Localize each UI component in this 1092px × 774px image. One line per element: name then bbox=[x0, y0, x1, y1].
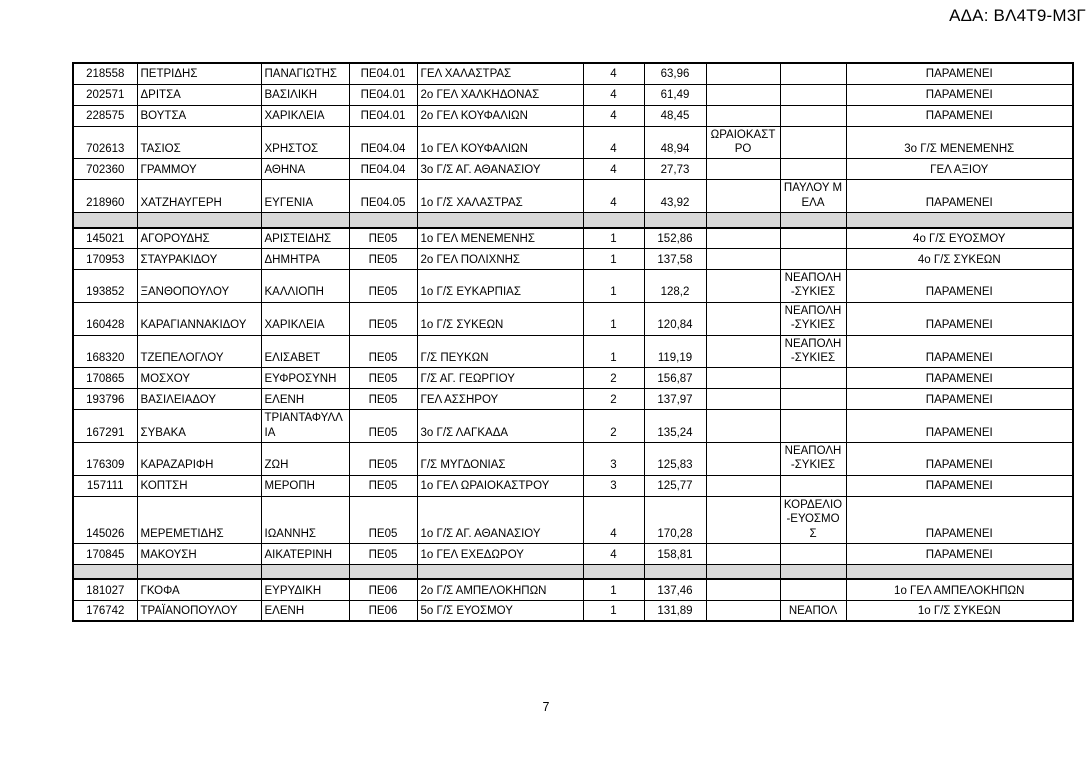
separator-cell bbox=[846, 213, 1073, 228]
surname-cell: ΠΕΤΡΙΔΗΣ bbox=[137, 63, 261, 84]
firstname-cell: ΚΑΛΛΙΟΠΗ bbox=[261, 270, 349, 303]
registry-number-cell: 160428 bbox=[73, 302, 137, 335]
phase-number-cell: 1 bbox=[583, 579, 644, 600]
placement-cell: ΠΑΡΑΜΕΝΕΙ bbox=[846, 496, 1073, 543]
school-cell: 3ο Γ/Σ ΛΑΓΚΑΔΑ bbox=[417, 410, 583, 443]
placement-cell: ΠΑΡΑΜΕΝΕΙ bbox=[846, 180, 1073, 213]
school-cell: 1ο Γ/Σ ΣΥΚΕΩΝ bbox=[417, 302, 583, 335]
separator-cell bbox=[137, 213, 261, 228]
school-cell: 1ο Γ/Σ ΑΓ. ΑΘΑΝΑΣΙΟΥ bbox=[417, 496, 583, 543]
school-cell: 1ο ΓΕΛ ΜΕΝΕΜΕΝΗΣ bbox=[417, 228, 583, 249]
table-row bbox=[73, 600, 1073, 621]
region-cell bbox=[706, 600, 780, 621]
placement-cell: ΠΑΡΑΜΕΝΕΙ bbox=[846, 105, 1073, 126]
surname-cell: ΣΤΑΥΡΑΚΙΔΟΥ bbox=[137, 249, 261, 270]
municipality-cell: ΝΕΑΠΟΛΗ-ΣΥΚΙΕΣ bbox=[780, 302, 846, 335]
phase-number-cell: 1 bbox=[583, 249, 644, 270]
separator-cell bbox=[846, 564, 1073, 579]
phase-number-cell: 4 bbox=[583, 180, 644, 213]
municipality-cell bbox=[780, 389, 846, 410]
registry-number-cell: 202571 bbox=[73, 84, 137, 105]
points-cell: 158,81 bbox=[644, 543, 706, 564]
region-cell bbox=[706, 335, 780, 368]
surname-cell: ΞΑΝΘΟΠΟΥΛΟΥ bbox=[137, 270, 261, 303]
registry-number-cell: 157111 bbox=[73, 475, 137, 496]
registry-number-cell: 170865 bbox=[73, 368, 137, 389]
separator-cell bbox=[73, 213, 137, 228]
firstname-cell: ΖΩΗ bbox=[261, 443, 349, 476]
placement-cell: ΠΑΡΑΜΕΝΕΙ bbox=[846, 475, 1073, 496]
surname-cell: ΜΟΣΧΟΥ bbox=[137, 368, 261, 389]
region-cell bbox=[706, 63, 780, 84]
school-cell: 5ο Γ/Σ ΕΥΟΣΜΟΥ bbox=[417, 600, 583, 621]
specialty-code-cell: ΠΕ06 bbox=[349, 579, 417, 600]
school-cell: Γ/Σ ΜΥΓΔΟΝΙΑΣ bbox=[417, 443, 583, 476]
firstname-cell: ΑΙΚΑΤΕΡΙΝΗ bbox=[261, 543, 349, 564]
placement-cell: ΠΑΡΑΜΕΝΕΙ bbox=[846, 335, 1073, 368]
municipality-cell bbox=[780, 105, 846, 126]
registry-number-cell: 228575 bbox=[73, 105, 137, 126]
table-row bbox=[73, 368, 1073, 389]
specialty-code-cell: ΠΕ04.04 bbox=[349, 159, 417, 180]
page-number: 7 bbox=[542, 700, 550, 714]
school-cell: Γ/Σ ΑΓ. ΓΕΩΡΓΙΟΥ bbox=[417, 368, 583, 389]
school-cell: Γ/Σ ΠΕΥΚΩΝ bbox=[417, 335, 583, 368]
specialty-code-cell: ΠΕ04.05 bbox=[349, 180, 417, 213]
points-cell: 128,2 bbox=[644, 270, 706, 303]
specialty-code-cell: ΠΕ05 bbox=[349, 368, 417, 389]
specialty-code-cell: ΠΕ05 bbox=[349, 443, 417, 476]
placement-cell: ΠΑΡΑΜΕΝΕΙ bbox=[846, 270, 1073, 303]
points-cell: 137,97 bbox=[644, 389, 706, 410]
phase-number-cell: 2 bbox=[583, 410, 644, 443]
points-cell: 125,83 bbox=[644, 443, 706, 476]
points-cell: 152,86 bbox=[644, 228, 706, 249]
municipality-cell bbox=[780, 249, 846, 270]
registry-number-cell: 176309 bbox=[73, 443, 137, 476]
points-cell: 120,84 bbox=[644, 302, 706, 335]
separator-cell bbox=[261, 213, 349, 228]
region-cell bbox=[706, 180, 780, 213]
specialty-code-cell: ΠΕ05 bbox=[349, 228, 417, 249]
region-cell bbox=[706, 159, 780, 180]
municipality-cell bbox=[780, 159, 846, 180]
firstname-cell: ΒΑΣΙΛΙΚΗ bbox=[261, 84, 349, 105]
region-cell bbox=[706, 496, 780, 543]
school-cell: 2ο Γ/Σ ΑΜΠΕΛΟΚΗΠΩΝ bbox=[417, 579, 583, 600]
phase-number-cell: 4 bbox=[583, 496, 644, 543]
registry-number-cell: 218960 bbox=[73, 180, 137, 213]
separator-cell bbox=[780, 564, 846, 579]
municipality-cell bbox=[780, 368, 846, 389]
region-cell: ΩΡΑΙΟΚΑΣΤΡΟ bbox=[706, 126, 780, 159]
school-cell: 1ο ΓΕΛ ΩΡΑΙΟΚΑΣΤΡΟΥ bbox=[417, 475, 583, 496]
table-row bbox=[73, 579, 1073, 600]
firstname-cell: ΜΕΡΟΠΗ bbox=[261, 475, 349, 496]
registry-number-cell: 193852 bbox=[73, 270, 137, 303]
placement-cell: ΠΑΡΑΜΕΝΕΙ bbox=[846, 543, 1073, 564]
firstname-cell: ΤΡΙΑΝΤΑΦΥΛΛΙΑ bbox=[261, 410, 349, 443]
school-cell: 1ο ΓΕΛ ΕΧΕΔΩΡΟΥ bbox=[417, 543, 583, 564]
table-row bbox=[73, 63, 1073, 84]
municipality-cell: ΝΕΑΠΟΛ bbox=[780, 600, 846, 621]
separator-cell bbox=[706, 213, 780, 228]
firstname-cell: ΑΡΙΣΤΕΙΔΗΣ bbox=[261, 228, 349, 249]
separator-cell bbox=[261, 564, 349, 579]
specialty-code-cell: ΠΕ04.01 bbox=[349, 105, 417, 126]
specialty-code-cell: ΠΕ05 bbox=[349, 543, 417, 564]
region-cell bbox=[706, 443, 780, 476]
specialty-code-cell: ΠΕ05 bbox=[349, 249, 417, 270]
municipality-cell bbox=[780, 84, 846, 105]
phase-number-cell: 1 bbox=[583, 228, 644, 249]
table-row bbox=[73, 159, 1073, 180]
phase-number-cell: 3 bbox=[583, 475, 644, 496]
surname-cell: ΤΡΑΪΑΝΟΠΟΥΛΟΥ bbox=[137, 600, 261, 621]
specialty-code-cell: ΠΕ06 bbox=[349, 600, 417, 621]
firstname-cell: ΠΑΝΑΓΙΩΤΗΣ bbox=[261, 63, 349, 84]
firstname-cell: ΕΥΡΥΔΙΚΗ bbox=[261, 579, 349, 600]
surname-cell: ΜΑΚΟΥΣΗ bbox=[137, 543, 261, 564]
table-row bbox=[73, 496, 1073, 543]
municipality-cell bbox=[780, 579, 846, 600]
phase-number-cell: 4 bbox=[583, 126, 644, 159]
separator-row bbox=[73, 564, 1073, 579]
surname-cell: ΚΟΠΤΣΗ bbox=[137, 475, 261, 496]
school-cell: 1ο Γ/Σ ΕΥΚΑΡΠΙΑΣ bbox=[417, 270, 583, 303]
school-cell: ΓΕΛ ΑΣΣΗΡΟΥ bbox=[417, 389, 583, 410]
phase-number-cell: 2 bbox=[583, 368, 644, 389]
school-cell: 3ο Γ/Σ ΑΓ. ΑΘΑΝΑΣΙΟΥ bbox=[417, 159, 583, 180]
phase-number-cell: 1 bbox=[583, 600, 644, 621]
region-cell bbox=[706, 579, 780, 600]
placement-cell: ΠΑΡΑΜΕΝΕΙ bbox=[846, 84, 1073, 105]
separator-cell bbox=[137, 564, 261, 579]
placement-cell: 1ο Γ/Σ ΣΥΚΕΩΝ bbox=[846, 600, 1073, 621]
placement-cell: 1ο ΓΕΛ ΑΜΠΕΛΟΚΗΠΩΝ bbox=[846, 579, 1073, 600]
phase-number-cell: 1 bbox=[583, 270, 644, 303]
firstname-cell: ΧΑΡΙΚΛΕΙΑ bbox=[261, 302, 349, 335]
school-cell: 1ο ΓΕΛ ΚΟΥΦΑΛΙΩΝ bbox=[417, 126, 583, 159]
points-cell: 125,77 bbox=[644, 475, 706, 496]
phase-number-cell: 1 bbox=[583, 335, 644, 368]
firstname-cell: ΔΗΜΗΤΡΑ bbox=[261, 249, 349, 270]
points-cell: 48,45 bbox=[644, 105, 706, 126]
phase-number-cell: 4 bbox=[583, 84, 644, 105]
separator-cell bbox=[73, 564, 137, 579]
separator-row bbox=[73, 213, 1073, 228]
ada-code: ΑΔΑ: ΒΛ4Τ9-Μ3Γ bbox=[949, 6, 1086, 25]
municipality-cell bbox=[780, 228, 846, 249]
specialty-code-cell: ΠΕ05 bbox=[349, 335, 417, 368]
surname-cell: ΤΑΣΙΟΣ bbox=[137, 126, 261, 159]
municipality-cell: ΝΕΑΠΟΛΗ-ΣΥΚΙΕΣ bbox=[780, 443, 846, 476]
placements-table bbox=[72, 62, 1074, 622]
points-cell: 48,94 bbox=[644, 126, 706, 159]
specialty-code-cell: ΠΕ04.01 bbox=[349, 63, 417, 84]
registry-number-cell: 145026 bbox=[73, 496, 137, 543]
registry-number-cell: 181027 bbox=[73, 579, 137, 600]
phase-number-cell: 1 bbox=[583, 302, 644, 335]
surname-cell: ΜΕΡΕΜΕΤΙΔΗΣ bbox=[137, 496, 261, 543]
phase-number-cell: 4 bbox=[583, 63, 644, 84]
table-row bbox=[73, 126, 1073, 159]
region-cell bbox=[706, 270, 780, 303]
table-row bbox=[73, 475, 1073, 496]
surname-cell: ΔΡΙΤΣΑ bbox=[137, 84, 261, 105]
separator-cell bbox=[583, 213, 644, 228]
surname-cell: ΒΟΥΤΣΑ bbox=[137, 105, 261, 126]
specialty-code-cell: ΠΕ05 bbox=[349, 302, 417, 335]
surname-cell: ΧΑΤΖΗΑΥΓΕΡΗ bbox=[137, 180, 261, 213]
placement-cell: ΠΑΡΑΜΕΝΕΙ bbox=[846, 389, 1073, 410]
registry-number-cell: 170953 bbox=[73, 249, 137, 270]
surname-cell: ΣΥΒΑΚΑ bbox=[137, 410, 261, 443]
municipality-cell: ΠΑΥΛΟΥ ΜΕΛΑ bbox=[780, 180, 846, 213]
registry-number-cell: 218558 bbox=[73, 63, 137, 84]
school-cell: ΓΕΛ ΧΑΛΑΣΤΡΑΣ bbox=[417, 63, 583, 84]
points-cell: 119,19 bbox=[644, 335, 706, 368]
table-row bbox=[73, 443, 1073, 476]
surname-cell: ΒΑΣΙΛΕΙΑΔΟΥ bbox=[137, 389, 261, 410]
placement-cell: ΠΑΡΑΜΕΝΕΙ bbox=[846, 63, 1073, 84]
separator-cell bbox=[349, 564, 417, 579]
municipality-cell bbox=[780, 475, 846, 496]
specialty-code-cell: ΠΕ05 bbox=[349, 270, 417, 303]
points-cell: 156,87 bbox=[644, 368, 706, 389]
firstname-cell: ΕΥΓΕΝΙΑ bbox=[261, 180, 349, 213]
points-cell: 170,28 bbox=[644, 496, 706, 543]
registry-number-cell: 145021 bbox=[73, 228, 137, 249]
table-row bbox=[73, 543, 1073, 564]
municipality-cell bbox=[780, 410, 846, 443]
table-row bbox=[73, 389, 1073, 410]
phase-number-cell: 4 bbox=[583, 105, 644, 126]
placement-cell: 4ο Γ/Σ ΕΥΟΣΜΟΥ bbox=[846, 228, 1073, 249]
municipality-cell bbox=[780, 63, 846, 84]
firstname-cell: ΧΡΗΣΤΟΣ bbox=[261, 126, 349, 159]
municipality-cell: ΝΕΑΠΟΛΗ-ΣΥΚΙΕΣ bbox=[780, 270, 846, 303]
points-cell: 27,73 bbox=[644, 159, 706, 180]
specialty-code-cell: ΠΕ05 bbox=[349, 496, 417, 543]
school-cell: 2ο ΓΕΛ ΠΟΛΙΧΝΗΣ bbox=[417, 249, 583, 270]
registry-number-cell: 167291 bbox=[73, 410, 137, 443]
placement-cell: 3ο Γ/Σ ΜΕΝΕΜΕΝΗΣ bbox=[846, 126, 1073, 159]
region-cell bbox=[706, 105, 780, 126]
firstname-cell: ΕΥΦΡΟΣΥΝΗ bbox=[261, 368, 349, 389]
school-cell: 1ο Γ/Σ ΧΑΛΑΣΤΡΑΣ bbox=[417, 180, 583, 213]
points-cell: 43,92 bbox=[644, 180, 706, 213]
municipality-cell: ΚΟΡΔΕΛΙΟ-ΕΥΟΣΜΟΣ bbox=[780, 496, 846, 543]
table-row bbox=[73, 84, 1073, 105]
points-cell: 137,58 bbox=[644, 249, 706, 270]
firstname-cell: ΕΛΕΝΗ bbox=[261, 389, 349, 410]
separator-cell bbox=[349, 213, 417, 228]
separator-cell bbox=[780, 213, 846, 228]
registry-number-cell: 170845 bbox=[73, 543, 137, 564]
registry-number-cell: 702360 bbox=[73, 159, 137, 180]
firstname-cell: ΧΑΡΙΚΛΕΙΑ bbox=[261, 105, 349, 126]
specialty-code-cell: ΠΕ05 bbox=[349, 389, 417, 410]
region-cell bbox=[706, 302, 780, 335]
separator-cell bbox=[583, 564, 644, 579]
surname-cell: ΓΚΟΦΑ bbox=[137, 579, 261, 600]
specialty-code-cell: ΠΕ04.04 bbox=[349, 126, 417, 159]
firstname-cell: ΙΩΑΝΝΗΣ bbox=[261, 496, 349, 543]
separator-cell bbox=[644, 213, 706, 228]
surname-cell: ΤΖΕΠΕΛΟΓΛΟΥ bbox=[137, 335, 261, 368]
points-cell: 135,24 bbox=[644, 410, 706, 443]
phase-number-cell: 4 bbox=[583, 543, 644, 564]
region-cell bbox=[706, 475, 780, 496]
specialty-code-cell: ΠΕ05 bbox=[349, 475, 417, 496]
region-cell bbox=[706, 84, 780, 105]
points-cell: 131,89 bbox=[644, 600, 706, 621]
phase-number-cell: 3 bbox=[583, 443, 644, 476]
registry-number-cell: 702613 bbox=[73, 126, 137, 159]
region-cell bbox=[706, 543, 780, 564]
placement-cell: ΠΑΡΑΜΕΝΕΙ bbox=[846, 410, 1073, 443]
municipality-cell bbox=[780, 543, 846, 564]
table-row bbox=[73, 302, 1073, 335]
placement-cell: 4ο Γ/Σ ΣΥΚΕΩΝ bbox=[846, 249, 1073, 270]
region-cell bbox=[706, 389, 780, 410]
separator-cell bbox=[644, 564, 706, 579]
region-cell bbox=[706, 410, 780, 443]
registry-number-cell: 193796 bbox=[73, 389, 137, 410]
separator-cell bbox=[417, 564, 583, 579]
placement-cell: ΓΕΛ ΑΞΙΟΥ bbox=[846, 159, 1073, 180]
table-row bbox=[73, 410, 1073, 443]
registry-number-cell: 168320 bbox=[73, 335, 137, 368]
firstname-cell: ΕΛΕΝΗ bbox=[261, 600, 349, 621]
table-row bbox=[73, 105, 1073, 126]
table-row bbox=[73, 249, 1073, 270]
points-cell: 137,46 bbox=[644, 579, 706, 600]
surname-cell: ΚΑΡΑΓΙΑΝΝΑΚΙΔΟΥ bbox=[137, 302, 261, 335]
surname-cell: ΓΡΑΜΜΟΥ bbox=[137, 159, 261, 180]
municipality-cell bbox=[780, 126, 846, 159]
placement-cell: ΠΑΡΑΜΕΝΕΙ bbox=[846, 302, 1073, 335]
table-row bbox=[73, 335, 1073, 368]
firstname-cell: ΕΛΙΣΑΒΕΤ bbox=[261, 335, 349, 368]
points-cell: 63,96 bbox=[644, 63, 706, 84]
region-cell bbox=[706, 228, 780, 249]
region-cell bbox=[706, 249, 780, 270]
region-cell bbox=[706, 368, 780, 389]
table-row bbox=[73, 270, 1073, 303]
school-cell: 2ο ΓΕΛ ΧΑΛΚΗΔΟΝΑΣ bbox=[417, 84, 583, 105]
phase-number-cell: 2 bbox=[583, 389, 644, 410]
school-cell: 2ο ΓΕΛ ΚΟΥΦΑΛΙΩΝ bbox=[417, 105, 583, 126]
table-row bbox=[73, 180, 1073, 213]
registry-number-cell: 176742 bbox=[73, 600, 137, 621]
placement-cell: ΠΑΡΑΜΕΝΕΙ bbox=[846, 368, 1073, 389]
surname-cell: ΑΓΟΡΟΥΔΗΣ bbox=[137, 228, 261, 249]
separator-cell bbox=[417, 213, 583, 228]
phase-number-cell: 4 bbox=[583, 159, 644, 180]
firstname-cell: ΑΘΗΝΑ bbox=[261, 159, 349, 180]
placement-cell: ΠΑΡΑΜΕΝΕΙ bbox=[846, 443, 1073, 476]
specialty-code-cell: ΠΕ05 bbox=[349, 410, 417, 443]
surname-cell: ΚΑΡΑΖΑΡΙΦΗ bbox=[137, 443, 261, 476]
municipality-cell: ΝΕΑΠΟΛΗ-ΣΥΚΙΕΣ bbox=[780, 335, 846, 368]
points-cell: 61,49 bbox=[644, 84, 706, 105]
table-row bbox=[73, 228, 1073, 249]
separator-cell bbox=[706, 564, 780, 579]
specialty-code-cell: ΠΕ04.01 bbox=[349, 84, 417, 105]
